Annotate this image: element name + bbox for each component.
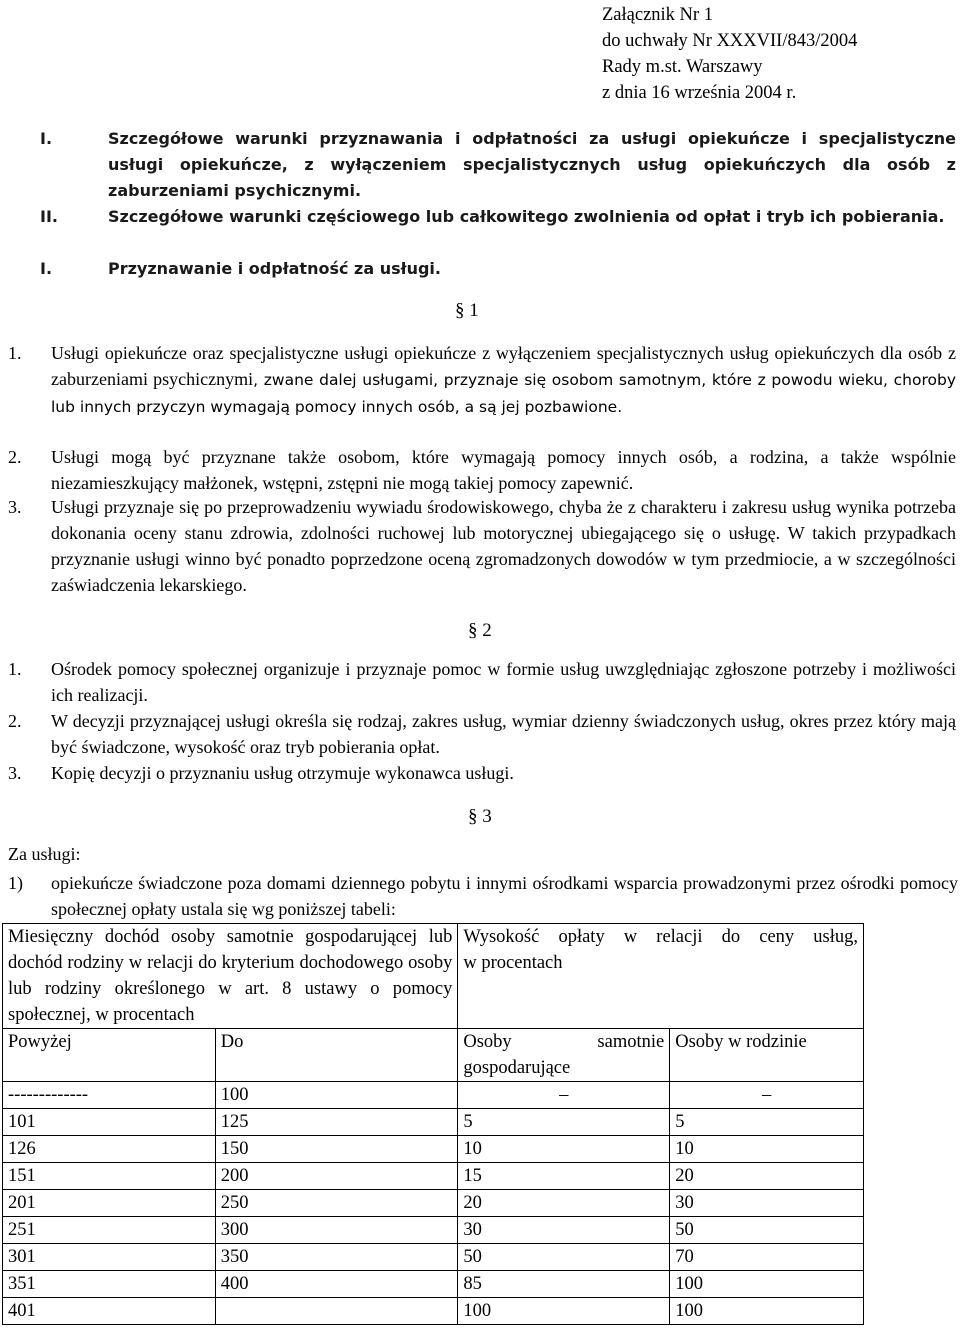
table-cell: 30 (458, 1217, 670, 1244)
header-text: w procentach (463, 953, 563, 973)
item-text-part: Usługi opiekuńcze oraz specjalistyczne usługi opiekuńcze z wyłączeniem specjalistycznych usług opiekuńczych dla osób z zaburzeniami psychicznymi (51, 343, 956, 389)
table-row (3, 1217, 864, 1244)
column-header: Powyżej (3, 1029, 216, 1082)
table-row (3, 1298, 864, 1325)
item-number: 1. (8, 659, 22, 679)
column-header (458, 1029, 670, 1082)
table-header-income (3, 924, 458, 1029)
table-cell: 100 (670, 1298, 864, 1325)
table-cell: 100 (670, 1271, 864, 1298)
table-cell: 5 (670, 1109, 864, 1136)
table-cell: 5 (458, 1109, 670, 1136)
column-header: Osoby w rodzinie (670, 1029, 864, 1082)
table-cell: 250 (215, 1190, 458, 1217)
table-cell: 100 (458, 1298, 670, 1325)
table-subheader-row (3, 1029, 864, 1082)
paragraph-item (8, 494, 956, 598)
table-cell: 100 (215, 1082, 458, 1109)
table-cell: 201 (3, 1190, 216, 1217)
item-text: opiekuńcze świadczone poza domami dziennego pobytu i innymi ośrodkami wsparcia prowadzonymi przez ośrodki pomocy społecznej opłaty ustala się wg poniższej tabeli: (51, 873, 958, 919)
item-number: 2. (8, 447, 22, 467)
table-row (3, 1244, 864, 1271)
table-cell: 15 (458, 1163, 670, 1190)
item-text: Usługi mogą być przyznane także osobom, które wymagają pomocy innych osób, a rodzina, a także wspólnie niezamieszkujący małżonek, wstępni, zstępni nie mogą takiej pomocy zapewnić. (51, 447, 956, 493)
table-cell: 30 (670, 1190, 864, 1217)
item-number: 3. (8, 497, 22, 517)
header-text: Miesięczny dochód osoby samotnie gospodarującej lub dochód rodziny w relacji do kryterium dochodowego osoby lub rodziny określonego w art. 8 ustawy o pomocy (8, 927, 453, 999)
table-cell: 401 (3, 1298, 216, 1325)
table-cell: 10 (458, 1136, 670, 1163)
header-line: Załącznik Nr 1 (602, 5, 713, 25)
item-number: 2. (8, 711, 22, 731)
section-heading (40, 204, 956, 230)
paragraph-symbol (455, 300, 479, 322)
section-sign-icon: § (468, 620, 478, 641)
table-cell: 400 (215, 1271, 458, 1298)
table-cell: 200 (215, 1163, 458, 1190)
section-title: Szczegółowe warunki częściowego lub całkowitego zwolnienia od opłat i tryb ich pobierania. (108, 207, 945, 226)
paragraph-number: 3 (482, 806, 492, 827)
item-text: Usługi przyznaje się po przeprowadzeniu wywiadu środowiskowego, chyba że z charakteru i zakresu usług wynika potrzeba dokonania oceny stanu zdrowia, zdolności ruchowej lub motorycznej ubiegającego się o usługę. W takich przypadkach przyznanie usługi winno być ponadto poprzedzone oceną zgromadzonych dowodów w tym przedmiocie, a w szczególności zaświadczenia lekarskiego. (51, 497, 956, 595)
section-sign-icon: § (455, 300, 465, 321)
header-line: z dnia 16 września 2004 r. (602, 83, 797, 103)
section-number: I. (40, 259, 53, 278)
section-heading (40, 256, 956, 282)
table-row (3, 1136, 864, 1163)
section-title: Przyznawanie i odpłatność za usługi. (108, 259, 441, 278)
table-cell: 50 (670, 1217, 864, 1244)
paragraph-item (8, 340, 956, 420)
section-title: Szczegółowe warunki przyznawania i odpłatności za usługi opiekuńcze i specjalistyczne usługi opiekuńcze, z wyłączeniem specjalistycznych usług opiekuńczych dla osób z zaburzeniami psychicznymi. (108, 129, 956, 200)
table-cell: 20 (458, 1190, 670, 1217)
paragraph-item (8, 444, 956, 496)
table-cell: ------------- (3, 1082, 216, 1109)
table-header-row (3, 924, 864, 1029)
paragraph-number: 2 (482, 620, 492, 641)
item-text (51, 340, 956, 420)
table-row (3, 1109, 864, 1136)
table-row (3, 1271, 864, 1298)
header-line: do uchwały Nr XXXVII/843/2004 (602, 31, 858, 51)
table-cell: 251 (3, 1217, 216, 1244)
item-number: 1. (8, 343, 22, 363)
table-cell: 10 (670, 1136, 864, 1163)
table-cell: 151 (3, 1163, 216, 1190)
table-cell: 85 (458, 1271, 670, 1298)
header-text: Wysokość opłaty w relacji do ceny usług, (463, 927, 858, 947)
table-cell: 125 (215, 1109, 458, 1136)
paragraph-item (8, 708, 956, 760)
fees-item (8, 870, 958, 922)
paragraph-symbol (468, 806, 492, 828)
table-cell: 301 (3, 1244, 216, 1271)
paragraph-item (8, 656, 956, 708)
table-header-fee (458, 924, 864, 1029)
paragraph-item (8, 760, 956, 786)
section-number: I. (40, 129, 53, 148)
section-heading (40, 126, 956, 204)
table-row (3, 1082, 864, 1109)
table-cell: – (458, 1082, 670, 1109)
table-cell: 20 (670, 1163, 864, 1190)
item-text: Ośrodek pomocy społecznej organizuje i przyznaje pomoc w formie usług uwzględniając zgłoszone potrzeby i możliwości ich realizacji. (51, 659, 956, 705)
item-number: 3. (8, 763, 22, 783)
fee-table (2, 923, 864, 1325)
table-cell: – (670, 1082, 864, 1109)
table-cell: 126 (3, 1136, 216, 1163)
column-header: Do (215, 1029, 458, 1082)
table-cell: 101 (3, 1109, 216, 1136)
attachment-header (602, 2, 857, 106)
table-cell (215, 1298, 458, 1325)
header-text: Osoby samotnie (463, 1032, 665, 1052)
section-number: II. (40, 207, 58, 226)
table-row (3, 1163, 864, 1190)
header-text: społecznej, w procentach (8, 1005, 195, 1025)
item-text-part: , zwane dalej usługami, przyznaje się osobom samotnym, które z powodu wieku, choroby lub innych przyczyn wymagają pomocy innych osób, a są jej pozbawione. (51, 371, 957, 416)
section-sign-icon: § (468, 806, 478, 827)
table-cell: 150 (215, 1136, 458, 1163)
table-cell: 70 (670, 1244, 864, 1271)
paragraph-symbol (468, 620, 492, 642)
paragraph-number: 1 (469, 300, 479, 321)
table-cell: 300 (215, 1217, 458, 1244)
table-cell: 351 (3, 1271, 216, 1298)
table-row (3, 1190, 864, 1217)
item-text: W decyzji przyznającej usługi określa się rodzaj, zakres usług, wymiar dzienny świadczonych usług, okres przez który mają być świadczone, wysokość oraz tryb pobierania opłat. (51, 711, 956, 757)
fees-intro: Za usługi: (8, 844, 81, 864)
table-cell: 50 (458, 1244, 670, 1271)
item-number: 1) (8, 873, 23, 893)
table-cell: 350 (215, 1244, 458, 1271)
header-text: gospodarujące (463, 1058, 571, 1078)
header-line: Rady m.st. Warszawy (602, 57, 763, 77)
item-text: Kopię decyzji o przyznaniu usług otrzymuje wykonawca usługi. (51, 763, 514, 783)
